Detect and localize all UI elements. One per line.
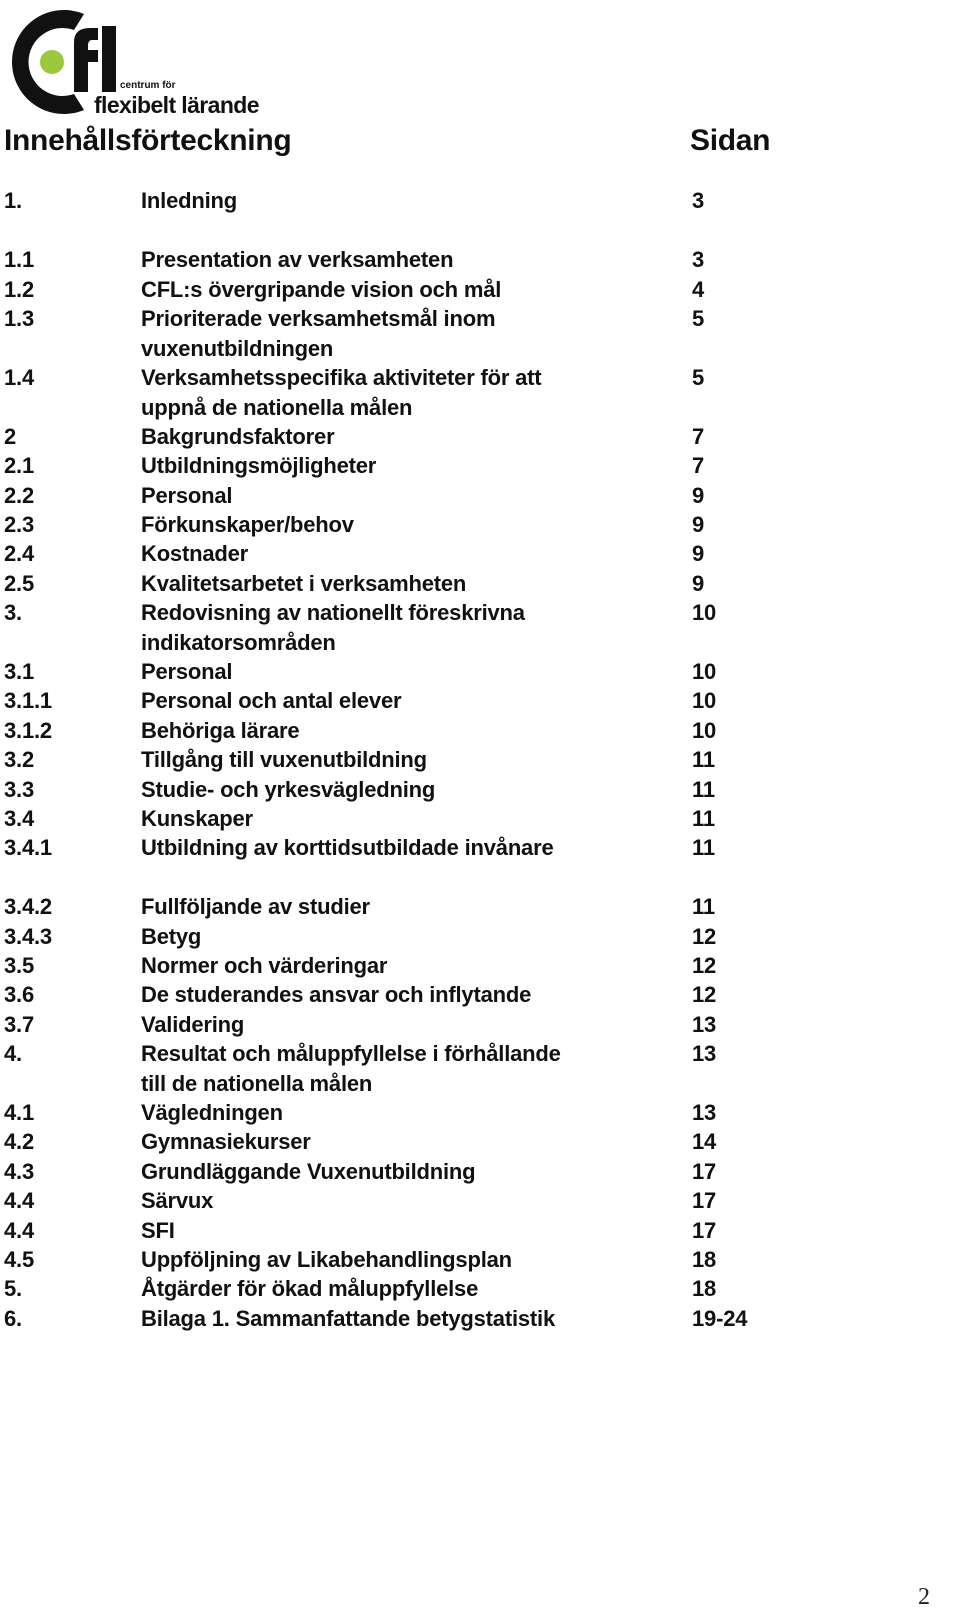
toc-entry-number: 3.4.1	[4, 835, 52, 861]
toc-entry-number: 3.4	[4, 806, 34, 831]
toc-entry-number: 2.4	[4, 541, 34, 567]
toc-entry-page: 14	[692, 1129, 717, 1155]
toc-entry-page: 9	[692, 570, 705, 596]
toc-entry-label: Gymnasiekurser	[141, 1129, 311, 1155]
toc-entry-page: 11	[692, 806, 715, 831]
toc-entry-page: 11	[692, 776, 715, 802]
svg-text:centrum för: centrum för	[120, 80, 176, 91]
toc-entry-label: Betyg	[141, 923, 202, 949]
toc-entry-page: 12	[692, 953, 717, 978]
toc-entry-label: Fullföljande av studier	[141, 894, 370, 920]
page-number: 2	[918, 1584, 930, 1610]
toc-entry-page: 11	[692, 747, 715, 773]
toc-entry-number: 3.2	[4, 747, 34, 773]
toc-entry-label: CFL:s övergripande vision och mål	[141, 276, 502, 302]
toc-entry-page: 10	[692, 600, 717, 626]
toc-entry-label: Behöriga lärare	[141, 717, 300, 743]
toc-entry-number: 3.5	[4, 953, 34, 978]
toc-entry-label: Tillgång till vuxenutbildning	[141, 747, 427, 773]
toc-entry-page: 10	[692, 717, 717, 743]
toc-entry-label: Grundläggande Vuxenutbildning	[141, 1158, 476, 1184]
toc-entry-label: Kunskaper	[141, 806, 253, 831]
toc-entry-label: Redovisning av nationellt föreskrivna indikatorsområden	[141, 600, 525, 656]
toc-entry-page: 17	[692, 1217, 717, 1243]
toc-entry-number: 3.4.2	[4, 894, 52, 920]
toc-entry-label: SFI	[141, 1217, 175, 1243]
toc-entry-label: Verksamhetsspecifika aktiviteter för att uppnå de nationella målen	[141, 365, 542, 420]
toc-heading	[4, 118, 771, 166]
toc-entry-number: 4.4	[4, 1188, 34, 1214]
toc-entry-label: Särvux	[141, 1188, 214, 1214]
toc-entry-label: Utbildning av korttidsutbildade invånare	[141, 835, 554, 861]
toc-entry-page: 13	[692, 1100, 717, 1125]
toc-entry-number: 3.1	[4, 659, 34, 684]
toc-entry-number: 1.1	[4, 247, 34, 273]
toc-entry-number: 3.	[4, 600, 22, 626]
toc-entry-number: 1.3	[4, 306, 34, 332]
toc-entry-number: 5.	[4, 1276, 22, 1302]
toc-entry-page: 12	[692, 923, 717, 949]
toc-entry-label: Vägledningen	[141, 1100, 283, 1125]
toc-entry-label: Förkunskaper/behov	[141, 512, 354, 537]
toc-entry-number: 1.4	[4, 365, 34, 390]
toc-entry-number: 4.2	[4, 1129, 34, 1155]
toc-entry-label: Resultat och måluppfyllelse i förhållande till de nationella målen	[141, 1041, 561, 1097]
toc-entry-number: 4.5	[4, 1247, 34, 1272]
toc-entry-number: 3.7	[4, 1011, 34, 1037]
toc-entry-page: 9	[692, 482, 705, 508]
toc-entry-number: 4.1	[4, 1100, 34, 1125]
toc-entry-page: 13	[692, 1041, 717, 1067]
toc-entry-page: 18	[692, 1276, 717, 1302]
toc-entry-page: 3	[692, 188, 705, 213]
toc-entry-page: 13	[692, 1011, 717, 1037]
toc-entry-page: 5	[692, 306, 705, 332]
toc-entry-label: Presentation av verksamheten	[141, 247, 454, 273]
toc-entry-number: 4.4	[4, 1217, 34, 1243]
toc-entry-page: 18	[692, 1247, 717, 1272]
cfl-logo	[0, 0, 270, 128]
toc-entry-label: Prioriterade verksamhetsmål inom vuxenutbildningen	[141, 306, 496, 362]
toc-entry-number: 1.	[4, 188, 22, 213]
toc-entry-page: 17	[692, 1188, 717, 1214]
toc-entry-number: 1.2	[4, 276, 34, 302]
toc-entry-number: 3.1.1	[4, 688, 52, 714]
page-column-heading: Sidan	[690, 124, 771, 157]
toc-entry-number: 2.2	[4, 482, 34, 508]
toc-entry-label: Bilaga 1. Sammanfattande betygstatistik	[141, 1305, 555, 1331]
toc-entry-page: 5	[692, 365, 705, 390]
toc-entry-number: 3.1.2	[4, 717, 52, 743]
toc-entry-page: 9	[692, 512, 705, 537]
toc-entry-page: 7	[692, 453, 705, 479]
svg-text:flexibelt lärande: flexibelt lärande	[94, 92, 259, 118]
toc-entry-label: Åtgärder för ökad måluppfyllelse	[141, 1276, 479, 1302]
toc-entry-label: Inledning	[141, 188, 237, 213]
toc-entry-number: 3.4.3	[4, 923, 52, 949]
toc-entry-page: 19-24	[692, 1305, 748, 1331]
toc-entry-number: 2.3	[4, 512, 34, 537]
toc-entry-page: 4	[692, 276, 705, 302]
toc-entry-label: Kvalitetsarbetet i verksamheten	[141, 570, 467, 596]
toc-entry-page: 3	[692, 247, 705, 273]
toc-entry-number: 3.6	[4, 982, 34, 1008]
toc-title: Innehållsförteckning	[4, 124, 292, 157]
toc-entry-label: Personal	[141, 659, 233, 684]
toc-entry-page: 10	[692, 659, 717, 684]
toc-entry-label: Normer och värderingar	[141, 953, 388, 978]
toc-entry-label: Bakgrundsfaktorer	[141, 423, 335, 449]
toc-entry-page: 9	[692, 541, 705, 567]
toc-entry-page: 7	[692, 423, 705, 449]
toc-entry-label: Uppföljning av Likabehandlingsplan	[141, 1247, 512, 1272]
toc-entry-page: 10	[692, 688, 717, 714]
toc-entry-page: 17	[692, 1158, 717, 1184]
toc-entry-label: Kostnader	[141, 541, 248, 567]
toc-entry-label: Utbildningsmöjligheter	[141, 453, 377, 479]
toc-entry-page: 11	[692, 894, 715, 920]
toc-entry-label: Studie- och yrkesvägledning	[141, 776, 436, 802]
toc-entry-number: 4.	[4, 1041, 22, 1067]
toc-entry-label: Validering	[141, 1011, 245, 1037]
toc-entry-number: 6.	[4, 1305, 22, 1331]
toc-entry-page: 11	[692, 835, 715, 861]
toc-entry-number: 2	[4, 423, 17, 449]
toc-entry-label: Personal	[141, 482, 233, 508]
toc-entry-number: 3.3	[4, 776, 34, 802]
toc-entry-number: 2.5	[4, 570, 34, 596]
toc-entry-label: De studerandes ansvar och inflytande	[141, 982, 532, 1008]
toc-entry-page: 12	[692, 982, 717, 1008]
cfl-logo-graphic	[0, 0, 270, 128]
toc-entry-number: 2.1	[4, 453, 34, 479]
toc-entry-number: 4.3	[4, 1158, 34, 1184]
toc-entry-label: Personal och antal elever	[141, 688, 402, 714]
